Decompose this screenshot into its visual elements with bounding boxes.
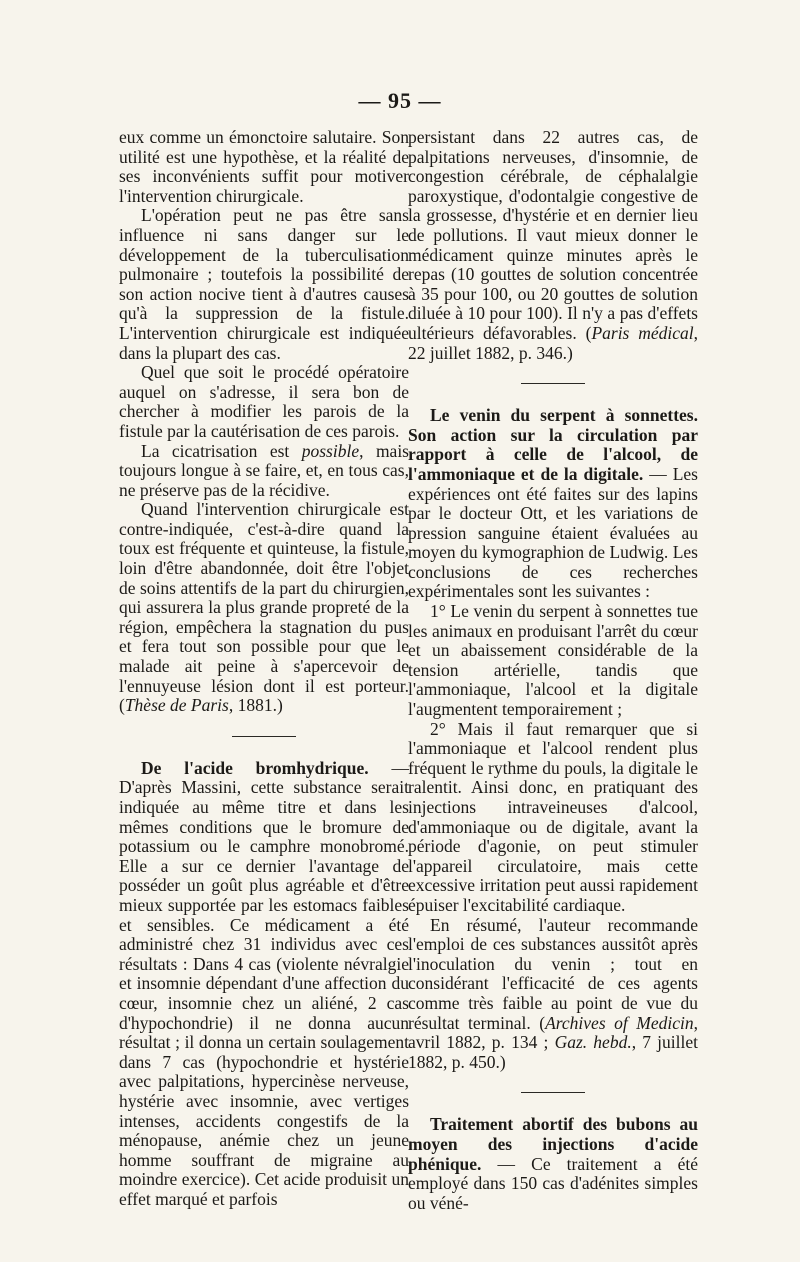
section-divider: [521, 1092, 585, 1093]
emphasis: possible: [301, 440, 360, 461]
paragraph: Quel que soit le procédé opératoire auquel on s'adresse, il sera bon de chercher à modifier les parois de la fistule par la cautérisation de ces parois.: [119, 362, 409, 441]
section-divider: [232, 736, 296, 737]
page-number: — 95 —: [358, 88, 442, 113]
paragraph: persistant dans 22 autres cas, de palpitations nerveuses, d'insomnie, de congestion cérébrale, de céphalalgie paroxystique, d'odontalgie congestive de la grossesse, d'hystérie et en dernier lieu de pollutions. Il vaut mieux donner le médicament quinze minutes après le repas (10 gouttes de solution concentrée à 35 pour 100, ou 20 gouttes de solution diluée à 10 pour 100). Il n'y a pas d'effets ultérieurs défavorables. (Paris médical, 22 juillet 1882, p. 346.): [408, 127, 699, 363]
article-bromhydric-acid: De l'acide bromhydrique. — D'après Massini, cette substance serait indiquée au même titre et dans les mêmes conditions que le bromure de potassium ou le camphre monobromé. Elle a sur ce dernier l'avantage de posséder un goût plus agréable et d'être mieux supportée par les estomacs faibles et sensibles. Ce médicament a été administré chez 31 individus avec ces résultats : Dans 4 cas (violente névralgie et insomnie dépendant d'une affection du cœur, insomnie chez un aliéné, 2 cas d'hypochondrie) il ne donna aucun résultat ; il donna un certain soulagement dans 7 cas (hypochondrie et hystérie avec palpitations, hypercinèse nerveuse, hystérie avec insomnie, avec vertiges intenses, accidents congestifs de la ménopause, anémie chez un jeune homme souffrant de migraine au moindre exercice). Cet acide produisit un effet marqué et parfois: [119, 757, 409, 1209]
article-rattlesnake-venom: Le venin du serpent à sonnettes. Son action sur la circulation par rapport à celle de l'alcool, de l'ammoniaque et de la digitale. — Les expériences ont été faites sur des lapins par le docteur Ott, et les variations de pression sanguine étaient évaluées au moyen du kymographion de Ludwig. Les conclusions de ces recherches expérimentales sont les suivantes :: [408, 405, 698, 602]
paragraph: La cicatrisation est possible, mais toujours longue à se faire, et, en tous cas, ne préserve pas de la récidive.: [119, 440, 409, 500]
paragraph: eux comme un émonctoire salutaire. Son utilité est une hypothèse, et la réalité de ses inconvénients suffit pour motiver l'intervention chirurgicale.: [119, 127, 409, 206]
citation-title: Paris médical: [591, 322, 694, 343]
right-column: [408, 128, 698, 1213]
article-heading: Traitement abortif des bubons au moyen des injections d'acide phénique.: [408, 1114, 698, 1174]
left-column: [119, 128, 409, 1209]
citation-title: Thèse de Paris: [124, 695, 229, 716]
paragraph: 2° Mais il faut remarquer que si l'ammoniaque et l'alcool rendent plus fréquent le rythme du pouls, la digitale le ralentit. Ainsi donc, en pratiquant des injections intraveineuses d'alcool, d'ammoniaque ou de digitale, avant la période d'agonie, on peut stimuler l'appareil circulatoire, mais cette excessive irritation peut aussi rapidement épuiser l'excitabilité cardiaque.: [408, 718, 698, 915]
paragraph: L'opération peut ne pas être sans influence ni sans danger sur le développement de la tuberculisation pulmonaire ; toutefois la possibilité de son action nocive tient à d'autres causes qu'à la suppression de la fistule. L'intervention chirurgicale est indiquée dans la plupart des cas.: [119, 205, 409, 363]
paragraph: En résumé, l'auteur recommande l'emploi de ces substances aussitôt après l'inoculation du venin ; tout en considérant l'efficacité de ces agents comme très faible au point de vue du résultat terminal. (Archives of Medicin, avril 1882, p. 134 ; Gaz. hebd., 7 juillet 1882, p. 450.): [408, 914, 699, 1072]
paragraph: Quand l'intervention chirurgicale est contre-indiquée, c'est-à-dire quand la toux est fréquente et quinteuse, la fistule, loin d'être abandonnée, doit être l'objet de soins attentifs de la part du chirurgien, qui assurera la plus grande propreté de la région, empêchera la stagnation du pus et fera tout son possible pour que le malade ait peine à s'apercevoir de l'ennuyeuse lésion dont il est porteur. (Thèse de Paris, 1881.): [119, 499, 409, 716]
section-divider: [521, 383, 585, 384]
article-buboes-treatment: Traitement abortif des bubons au moyen des injections d'acide phénique. — Ce traitement a été employé dans 150 cas d'adénites simples ou véné-: [408, 1114, 698, 1213]
citation-title: Archives of Medicin: [545, 1012, 694, 1033]
paragraph: 1° Le venin du serpent à sonnettes tue les animaux en produisant l'arrêt du cœur et un abaissement considérable de la tension artérielle, tandis que l'ammoniaque, l'alcool et la digitale l'augmentent temporairement ;: [408, 601, 698, 720]
article-heading: De l'acide bromhydrique.: [141, 757, 369, 778]
citation-title: Gaz. hebd.: [554, 1032, 632, 1053]
article-heading: Le venin du serpent à sonnettes. Son action sur la circulation par rapport à celle de l'alcool, de l'ammoniaque et de la digitale.: [408, 405, 698, 484]
